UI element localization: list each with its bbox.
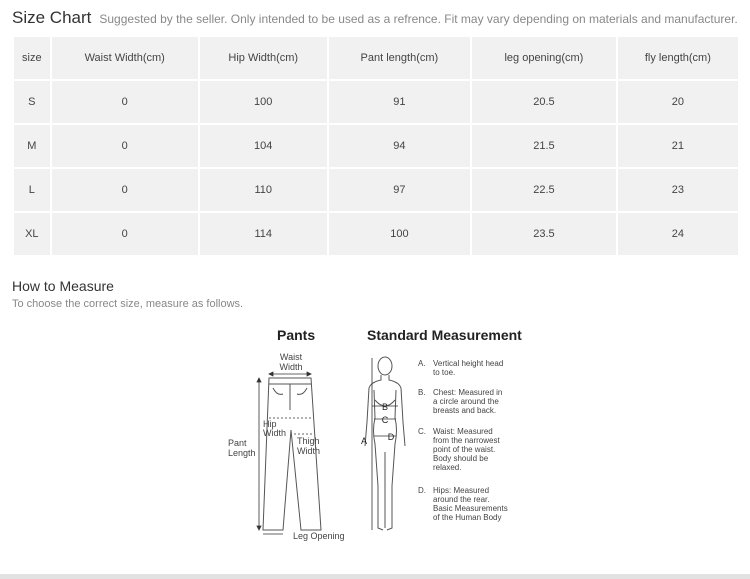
table-cell: L	[14, 169, 50, 211]
table-cell: 91	[329, 81, 470, 123]
table-cell: 24	[618, 213, 738, 255]
table-cell: 0	[52, 169, 198, 211]
note-a-line: Vertical height head	[433, 359, 504, 368]
body-label-b: B	[381, 402, 389, 412]
column-header-leg-opening: leg opening(cm)	[472, 37, 616, 79]
waist-width-label-1: Waist	[279, 352, 303, 362]
table-cell: 0	[52, 213, 198, 255]
table-header-row	[14, 37, 738, 79]
note-c-line: Waist: Measured	[433, 427, 493, 436]
body-figure-illustration	[365, 357, 405, 530]
table-cell: 21.5	[472, 125, 616, 167]
note-c-line: point of the waist.	[433, 445, 496, 454]
table-cell: 104	[200, 125, 327, 167]
pant-length-label-2: Length	[228, 448, 256, 458]
note-b-line: a circle around the	[433, 397, 499, 406]
pant-length-label-1: Pant	[228, 438, 247, 448]
table-cell: 20	[618, 81, 738, 123]
table-cell: M	[14, 125, 50, 167]
table-cell: 100	[329, 213, 470, 255]
table-cell: S	[14, 81, 50, 123]
note-b-line: Chest: Measured in	[433, 388, 503, 397]
thigh-width-label-2: Width	[297, 446, 321, 456]
table-cell: 0	[52, 125, 198, 167]
column-header-pant-length: Pant length(cm)	[329, 37, 470, 79]
table-row	[14, 169, 738, 211]
column-header-hip-width: Hip Width(cm)	[200, 37, 327, 79]
note-d-line: of the Human Body	[433, 513, 502, 522]
measurement-diagram-svg	[225, 322, 525, 552]
body-label-c: C	[381, 415, 389, 425]
column-header-fly-length: fly length(cm)	[618, 37, 738, 79]
note-c-letter: C.	[418, 427, 426, 436]
column-header-waist-width: Waist Width(cm)	[52, 37, 198, 79]
size-table	[12, 35, 740, 257]
table-cell: 100	[200, 81, 327, 123]
table-cell: 22.5	[472, 169, 616, 211]
measurement-notes	[418, 359, 508, 522]
note-a-line: to toe.	[433, 368, 456, 377]
table-cell: 114	[200, 213, 327, 255]
table-cell: 20.5	[472, 81, 616, 123]
waist-width-label-2: Width	[279, 362, 303, 372]
hip-width-label-2: Width	[263, 428, 287, 438]
table-cell: 0	[52, 81, 198, 123]
note-d-line: Basic Measurements	[433, 504, 508, 513]
table-row	[14, 81, 738, 123]
size-chart-title: Size Chart	[12, 8, 92, 27]
hip-width-label-1: Hip	[263, 419, 277, 429]
how-to-measure-title: How to Measure	[12, 278, 114, 294]
table-cell: 23.5	[472, 213, 616, 255]
standard-measurement-title: Standard Measurement	[367, 327, 522, 343]
column-header-size: size	[14, 37, 50, 79]
note-d-line: around the rear.	[433, 495, 490, 504]
note-a-letter: A.	[418, 359, 426, 368]
note-b-letter: B.	[418, 388, 426, 397]
note-c-line: Body should be	[433, 454, 489, 463]
note-c-line: from the narrowest	[433, 436, 500, 445]
note-b-line: breasts and back.	[433, 406, 497, 415]
size-chart-subtitle: Suggested by the seller. Only intended to be used as a refrence. Fit may vary depending on materials and manufacturer.	[99, 12, 738, 26]
footer-divider	[0, 574, 750, 579]
pants-title: Pants	[277, 327, 316, 343]
leg-opening-label: Leg Opening	[293, 531, 345, 541]
table-cell: 94	[329, 125, 470, 167]
note-d-letter: D.	[418, 486, 426, 495]
table-cell: 97	[329, 169, 470, 211]
table-cell: 23	[618, 169, 738, 211]
body-label-d: D	[387, 432, 395, 442]
note-c-line: relaxed.	[433, 463, 462, 472]
table-row	[14, 213, 738, 255]
table-cell: XL	[14, 213, 50, 255]
table-cell: 21	[618, 125, 738, 167]
note-d-line: Hips: Measured	[433, 486, 490, 495]
size-chart-header	[12, 8, 738, 28]
how-to-measure-subtitle: To choose the correct size, measure as follows.	[12, 298, 244, 310]
thigh-width-label-1: Thigh	[297, 436, 320, 446]
body-label-a: A	[361, 436, 368, 446]
table-cell: 110	[200, 169, 327, 211]
table-row	[14, 125, 738, 167]
measurement-diagram	[225, 322, 525, 552]
